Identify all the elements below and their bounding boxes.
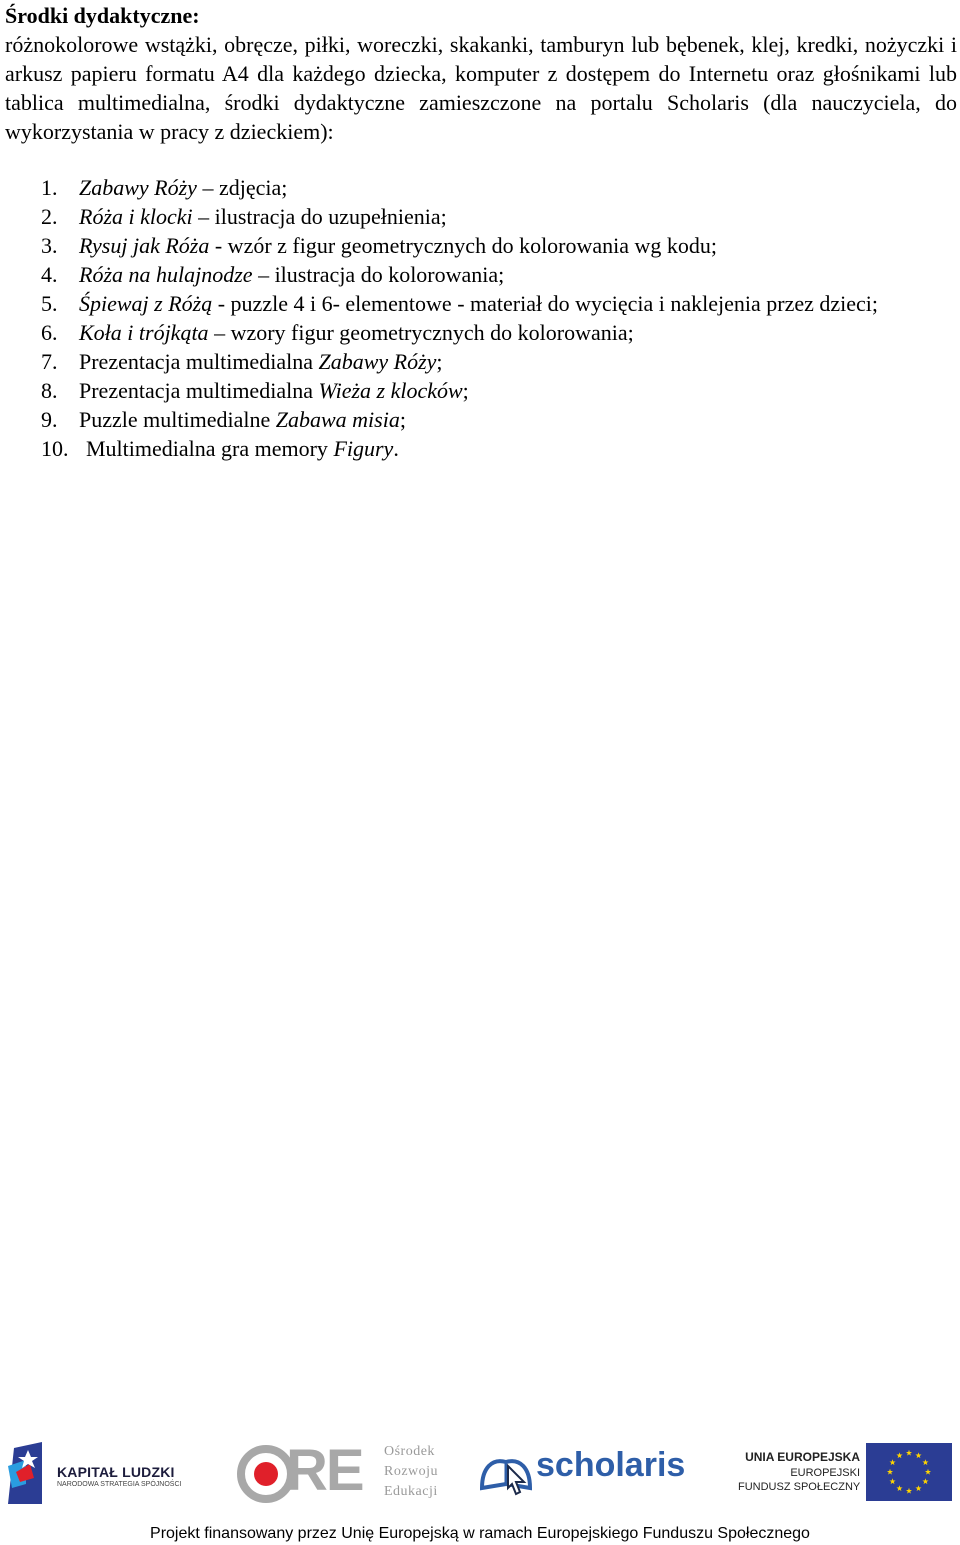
materials-list xyxy=(0,173,957,463)
item-description: ; xyxy=(436,349,443,374)
list-number: 10. xyxy=(41,436,69,461)
item-title: Róża na hulajnodze xyxy=(79,262,253,287)
item-title: Zabawy Róży xyxy=(318,349,437,374)
intro-paragraph: różnokolorowe wstążki, obręcze, piłki, woreczki, skakanki, tamburyn lub bębenek, klej, kredki, nożyczki i arkusz papieru formatu A4 dla każdego dziecka, komputer z dostępem do Internetu oraz głośnikami lub tablica multimedialna, środki dydaktyczne zamieszczone na portalu Scholaris (dla nauczyciela, do wykorzystania w pracy z dzieckiem): xyxy=(5,32,957,144)
item-prefix: Puzzle multimedialne xyxy=(79,407,276,432)
ore-letters: RE xyxy=(286,1438,363,1503)
list-item xyxy=(0,376,957,405)
eu-flag-icon xyxy=(866,1443,952,1501)
item-title: Wieża z klocków xyxy=(318,378,463,403)
list-item xyxy=(0,318,957,347)
list-number: 1. xyxy=(41,175,58,200)
list-number: 8. xyxy=(41,378,58,403)
list-number: 6. xyxy=(41,320,58,345)
kapital-ludzki-mark-icon xyxy=(6,1442,46,1504)
list-number: 3. xyxy=(41,233,58,258)
item-title: Zabawy Róży xyxy=(79,175,197,200)
item-title: Figury xyxy=(333,436,394,461)
item-description: – wzory figur geometrycznych do kolorowania; xyxy=(208,320,634,345)
item-description: . xyxy=(393,436,399,461)
eu-title: UNIA EUROPEJSKA xyxy=(745,1450,860,1464)
list-item xyxy=(0,202,957,231)
eu-line-1: EUROPEJSKI xyxy=(790,1467,860,1479)
item-title: Koła i trójkąta xyxy=(79,320,209,345)
ore-line-1: Ośrodek xyxy=(384,1444,435,1459)
list-item xyxy=(0,347,957,376)
section-heading: Środki dydaktyczne: xyxy=(5,3,200,28)
ore-line-2: Rozwoju xyxy=(384,1464,439,1479)
kapital-ludzki-subtitle: NARODOWA STRATEGIA SPÓJNOŚCI xyxy=(57,1481,182,1488)
list-item xyxy=(0,289,957,318)
ore-line-3: Edukacji xyxy=(384,1484,438,1499)
list-item xyxy=(0,231,957,260)
item-description: - puzzle 4 i 6- elementowe - materiał do wycięcia i naklejenia przez dzieci; xyxy=(212,291,879,316)
item-description: – zdjęcia; xyxy=(196,175,288,200)
list-number: 4. xyxy=(41,262,58,287)
list-item xyxy=(0,405,957,434)
item-prefix: Prezentacja multimedialna xyxy=(79,378,319,403)
list-number: 5. xyxy=(41,291,58,316)
item-prefix: Multimedialna gra memory xyxy=(86,436,334,461)
eu-line-2: FUNDUSZ SPOŁECZNY xyxy=(738,1481,861,1493)
item-description: ; xyxy=(399,407,406,432)
item-description: – ilustracja do kolorowania; xyxy=(252,262,505,287)
list-item xyxy=(0,173,957,202)
list-number: 9. xyxy=(41,407,58,432)
item-description: - wzór z figur geometrycznych do kolorowania wg kodu; xyxy=(209,233,718,258)
item-title: Róża i klocki xyxy=(79,204,193,229)
list-number: 2. xyxy=(41,204,58,229)
scholaris-book-cursor-icon xyxy=(478,1448,534,1496)
item-description: – ilustracja do uzupełnienia; xyxy=(192,204,447,229)
item-title: Rysuj jak Róża xyxy=(79,233,210,258)
footer-logos xyxy=(0,1436,960,1508)
item-title: Zabawa misia xyxy=(275,407,400,432)
item-description: ; xyxy=(462,378,469,403)
kapital-ludzki-title: KAPITAŁ LUDZKI xyxy=(57,1464,175,1480)
item-title: Śpiewaj z Różą xyxy=(79,291,213,316)
list-item xyxy=(0,260,957,289)
list-item xyxy=(0,434,957,463)
funding-note: Projekt finansowany przez Unię Europejską w ramach Europejskiego Funduszu Społecznego xyxy=(150,1525,810,1542)
scholaris-wordmark: scholaris xyxy=(536,1446,686,1484)
list-number: 7. xyxy=(41,349,58,374)
item-prefix: Prezentacja multimedialna xyxy=(79,349,319,374)
